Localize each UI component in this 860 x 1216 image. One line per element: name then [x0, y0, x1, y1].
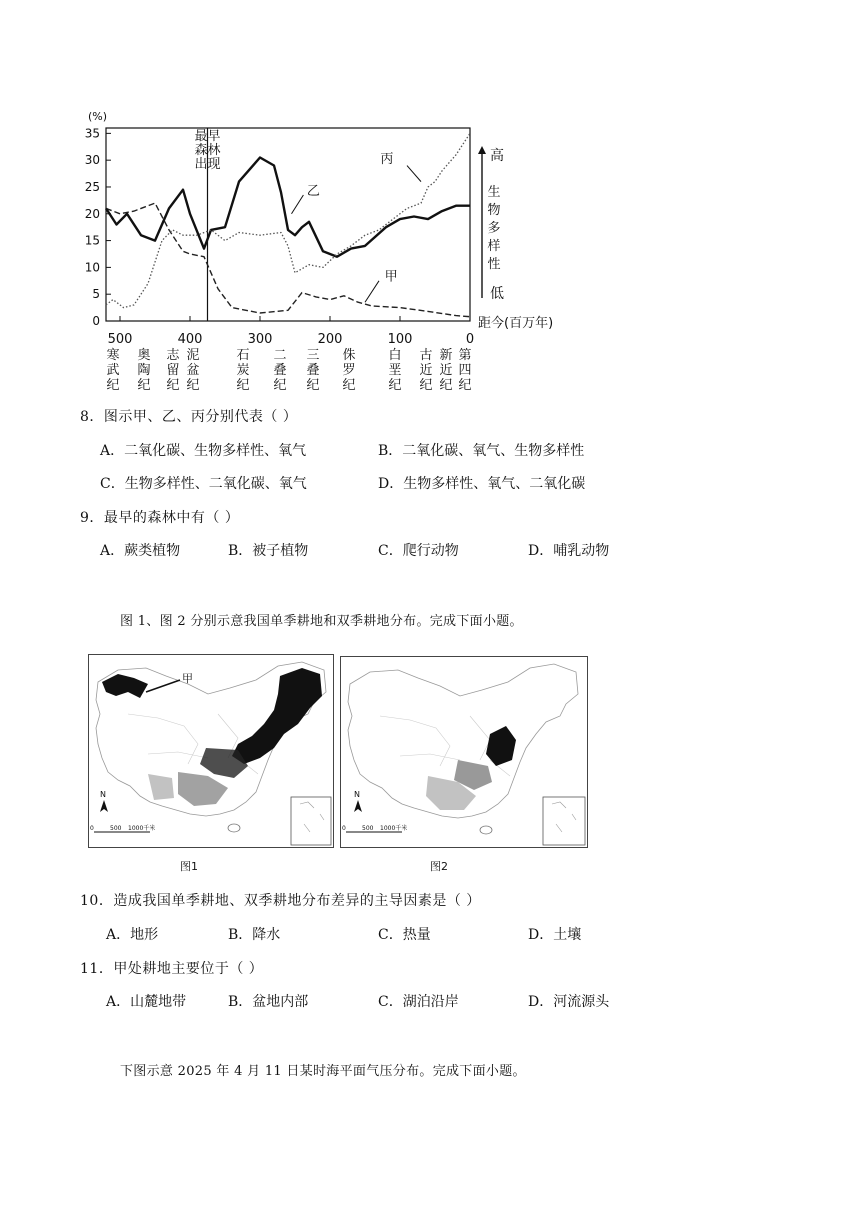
- q8-option-c[interactable]: C．生物多样性、二氧化碳、氧气: [100, 476, 307, 492]
- right-axis-title-char: 样: [487, 239, 501, 254]
- q11-option-a[interactable]: A．山麓地带: [106, 994, 187, 1010]
- series-label-yi: 乙: [306, 184, 320, 200]
- q10-option-c[interactable]: C．热量: [378, 927, 431, 943]
- period-label: 侏 罗 纪: [342, 348, 356, 393]
- q8-option-d[interactable]: D．生物多样性、氧气、二氧化碳: [378, 476, 586, 492]
- q9-option-d[interactable]: D．哺乳动物: [528, 543, 610, 559]
- map2-caption: 图2: [430, 860, 448, 873]
- forest-label: 最早: [194, 129, 221, 144]
- question-8-stem: 8．图示甲、乙、丙分别代表（ ）: [80, 409, 298, 425]
- chart-series: [106, 133, 470, 316]
- series-line-0: [106, 203, 470, 317]
- q8-option-a[interactable]: A．二氧化碳、生物多样性、氧气: [100, 443, 307, 459]
- q8-option-b[interactable]: B．二氧化碳、氧气、生物多样性: [378, 443, 585, 459]
- chart-text: [85, 110, 553, 347]
- label-leader-jia: [365, 281, 379, 302]
- period-label: 第 四 纪: [458, 348, 472, 393]
- q9-option-a[interactable]: A．蕨类植物: [100, 543, 181, 559]
- y-tick-label: 5: [92, 287, 100, 302]
- forest-label: 出现: [194, 157, 221, 172]
- right-axis-high: 高: [490, 148, 504, 164]
- svg-text:1000千米: 1000千米: [380, 825, 408, 832]
- period-label: 石 炭 纪: [236, 348, 250, 393]
- x-tick-label: 100: [387, 332, 413, 347]
- svg-text:500: 500: [362, 825, 374, 832]
- x-tick-label: 400: [177, 332, 203, 347]
- x-tick-label: 300: [247, 332, 273, 347]
- x-tick-label: 200: [317, 332, 343, 347]
- question-9-stem: 9．最早的森林中有（ ）: [80, 510, 240, 526]
- question-10-stem: 10．造成我国单季耕地、双季耕地分布差异的主导因素是（ ）: [80, 893, 481, 909]
- period-label: 二 叠 纪: [273, 348, 287, 393]
- q10-option-a[interactable]: A．地形: [106, 927, 159, 943]
- q11-option-c[interactable]: C．湖泊沿岸: [378, 994, 459, 1010]
- period-label: 白 垩 纪: [388, 348, 402, 393]
- right-axis-title-char: 性: [487, 257, 501, 272]
- series-line-2: [106, 133, 470, 307]
- svg-text:N: N: [354, 790, 360, 799]
- series-label-jia: 甲: [384, 269, 398, 285]
- period-label: 古 近 纪: [419, 348, 433, 393]
- right-axis-title-char: 物: [487, 203, 501, 218]
- q9-option-c[interactable]: C．爬行动物: [378, 543, 459, 559]
- intro-maps: 图 1、图 2 分别示意我国单季耕地和双季耕地分布。完成下面小题。: [120, 614, 523, 629]
- q11-option-d[interactable]: D．河流源头: [528, 994, 610, 1010]
- svg-text:0: 0: [342, 825, 346, 832]
- map-fig2: [340, 656, 588, 848]
- right-axis-title-char: 生: [487, 185, 501, 200]
- x-axis-label: 距今(百万年): [478, 316, 554, 331]
- right-axis-title-char: 多: [487, 221, 501, 236]
- y-tick-label: 20: [84, 206, 100, 221]
- y-tick-label: 15: [84, 233, 100, 248]
- map-fig1: [88, 654, 334, 848]
- label-leader-yi: [292, 195, 304, 214]
- label-leader-bing: [407, 166, 421, 182]
- y-tick-label: 25: [84, 179, 100, 194]
- y-tick-label: 35: [84, 126, 100, 141]
- q9-option-b[interactable]: B．被子植物: [228, 543, 309, 559]
- forest-label: 森林: [194, 143, 221, 158]
- period-label: 三 叠 纪: [306, 348, 320, 393]
- y-unit-label: (%): [88, 110, 108, 123]
- period-label: 寒 武 纪: [106, 348, 120, 393]
- intro-pressure: 下图示意 2025 年 4 月 11 日某时海平面气压分布。完成下面小题。: [120, 1064, 526, 1079]
- y-tick-label: 0: [92, 314, 100, 328]
- period-label: 新 近 纪: [439, 348, 453, 393]
- series-line-1: [106, 158, 470, 257]
- map-label-jia: 甲: [182, 672, 193, 685]
- up-arrow-icon: [478, 146, 486, 154]
- question-11-stem: 11．甲处耕地主要位于（ ）: [80, 961, 264, 977]
- series-label-bing: 丙: [380, 151, 394, 167]
- y-tick-label: 30: [84, 153, 100, 168]
- map1-caption: 图1: [180, 860, 198, 873]
- svg-text:500: 500: [110, 825, 122, 832]
- q10-option-d[interactable]: D．土壤: [528, 927, 582, 943]
- q10-option-b[interactable]: B．降水: [228, 927, 281, 943]
- svg-text:1000千米: 1000千米: [128, 825, 156, 832]
- y-tick-label: 10: [84, 260, 100, 275]
- svg-text:N: N: [100, 790, 106, 799]
- q11-option-b[interactable]: B．盆地内部: [228, 994, 309, 1010]
- x-tick-label: 0: [465, 332, 475, 347]
- x-tick-label: 500: [107, 332, 133, 347]
- svg-text:0: 0: [90, 825, 94, 832]
- right-axis-low: 低: [490, 286, 504, 302]
- chart-svg: [80, 100, 580, 350]
- period-label: 泥 盆 纪: [186, 348, 200, 393]
- period-label: 志 留 纪: [166, 348, 180, 393]
- period-label: 奥 陶 纪: [137, 348, 151, 393]
